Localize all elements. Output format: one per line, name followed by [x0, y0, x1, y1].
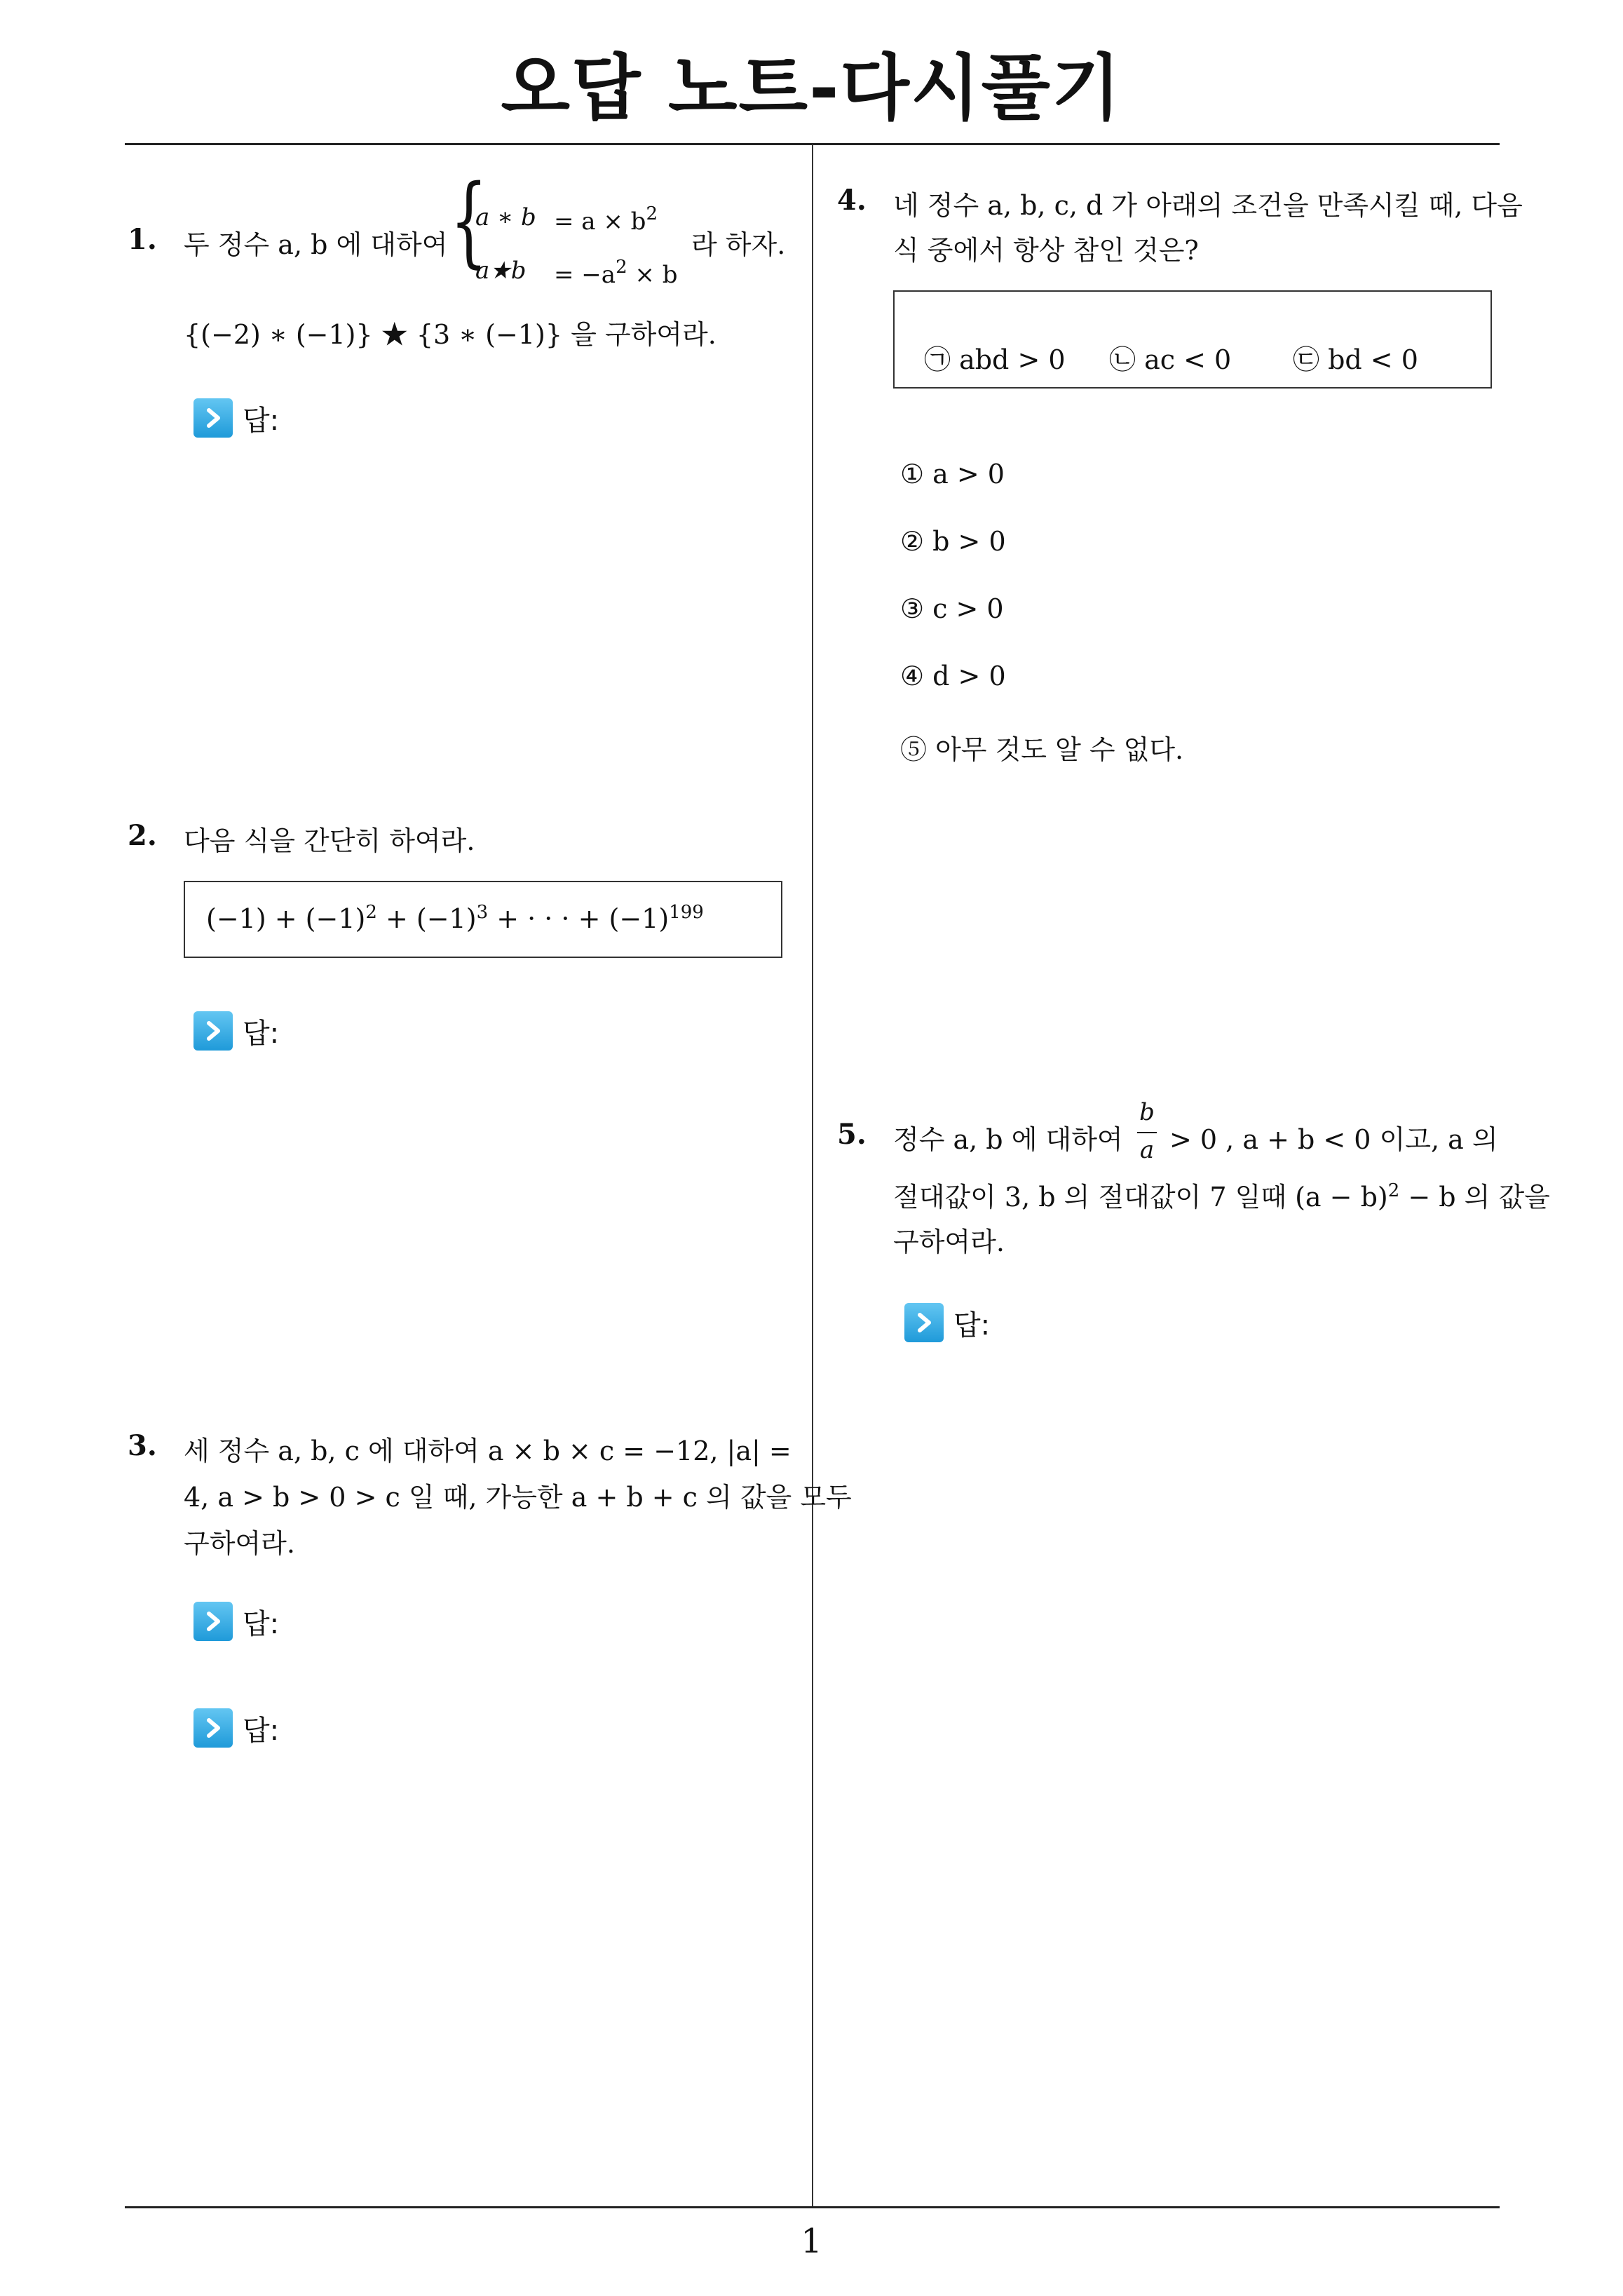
q2-number: 2.: [128, 819, 157, 852]
footer-divider: [125, 2206, 1500, 2208]
q5-fraction: [1133, 1098, 1161, 1168]
chevron-right-icon: [904, 1303, 944, 1342]
q5-fraction-numerator: b: [1139, 1098, 1155, 1126]
q5-answer[interactable]: [904, 1303, 990, 1342]
q5-line2: 절대값이 3, b 의 절대값이 7 일때 $(a - b)^2 - b$ 의 값을: [893, 1180, 1550, 1213]
q3-line2: 4, a > b > 0 > c 일 때, 가능한 a + b + c 의 값을 모두: [184, 1482, 852, 1513]
q4-line1: 네 정수 a, b, c, d 가 아래의 조건을 만족시킬 때, 다음: [893, 190, 1523, 221]
q1-intro: 두 정수 a, b 에 대하여: [184, 229, 448, 260]
q4-choice-2[interactable]: ② b > 0: [900, 526, 1006, 557]
q2-answer[interactable]: [193, 1011, 279, 1051]
q1-number: 1.: [128, 223, 157, 256]
answer-label: 답:: [243, 404, 280, 437]
column-divider: [812, 144, 813, 2207]
q4-line2: 식 중에서 항상 참인 것은?: [893, 235, 1199, 266]
q5-line3: 구하여라.: [893, 1227, 1005, 1257]
chevron-right-icon: [193, 1011, 233, 1051]
q1-def2-left: a★b: [475, 257, 527, 285]
q5-line1-a: 정수 a, b 에 대하여: [893, 1124, 1123, 1155]
q3-answer-2[interactable]: [193, 1708, 279, 1748]
page-title: 오답 노트-다시풀기: [501, 47, 1122, 130]
q3-line3: 구하여라.: [184, 1528, 295, 1559]
answer-label: 답:: [243, 1017, 280, 1050]
q3-number: 3.: [128, 1429, 157, 1462]
q3-answer-1[interactable]: [193, 1602, 279, 1641]
q4-choice-3[interactable]: ③ c > 0: [900, 593, 1004, 624]
q4-choice-5[interactable]: ⑤ 아무 것도 알 수 없다.: [900, 734, 1184, 765]
fraction-bar: [1137, 1132, 1157, 1133]
answer-label: 답:: [953, 1309, 991, 1342]
q5-line1-b: > 0 , a + b < 0 이고, a 의: [1169, 1124, 1498, 1155]
q1-def1-right: = $a \times b^2$: [554, 203, 658, 236]
q1-def1-left: a ∗ b: [475, 203, 536, 231]
q5-number: 5.: [837, 1118, 867, 1151]
q1-def2-right: = $-a^2 \times b$: [554, 257, 678, 289]
q4-choice-4[interactable]: ④ d > 0: [900, 661, 1006, 691]
chevron-right-icon: [193, 1602, 233, 1641]
q5-fraction-denominator: a: [1139, 1136, 1155, 1164]
q1-answer[interactable]: [193, 398, 279, 438]
q2-text: 다음 식을 간단히 하여라.: [184, 825, 475, 856]
q1-suffix: 라 하자.: [691, 229, 786, 260]
chevron-right-icon: [193, 398, 233, 438]
answer-label: 답:: [243, 1714, 280, 1747]
q2-expression-box: [184, 881, 782, 958]
q4-condition-1: ㉠ abd > 0: [924, 344, 1066, 375]
q4-condition-2: ㉡ ac < 0: [1109, 344, 1232, 375]
chevron-right-icon: [193, 1708, 233, 1748]
q4-condition-3: ㉢ bd < 0: [1293, 344, 1418, 375]
page-number: 1: [801, 2222, 822, 2261]
q1-brace: {: [450, 164, 488, 278]
q4-choice-1[interactable]: ① a > 0: [900, 459, 1005, 489]
q4-conditions-box: [893, 290, 1492, 389]
q4-number: 4.: [837, 184, 867, 217]
q3-line1: 세 정수 a, b, c 에 대하여 a × b × c = −12, |a| =: [184, 1436, 792, 1466]
q2-expression: $(-1) + (-1)^2 + (-1)^3$ + · · · + $(-1)^{199}$: [206, 902, 704, 934]
q1-expression: {(−2) ∗ (−1)} ★ {3 ∗ (−1)} 을 구하여라.: [184, 319, 717, 350]
answer-label: 답:: [243, 1607, 280, 1640]
